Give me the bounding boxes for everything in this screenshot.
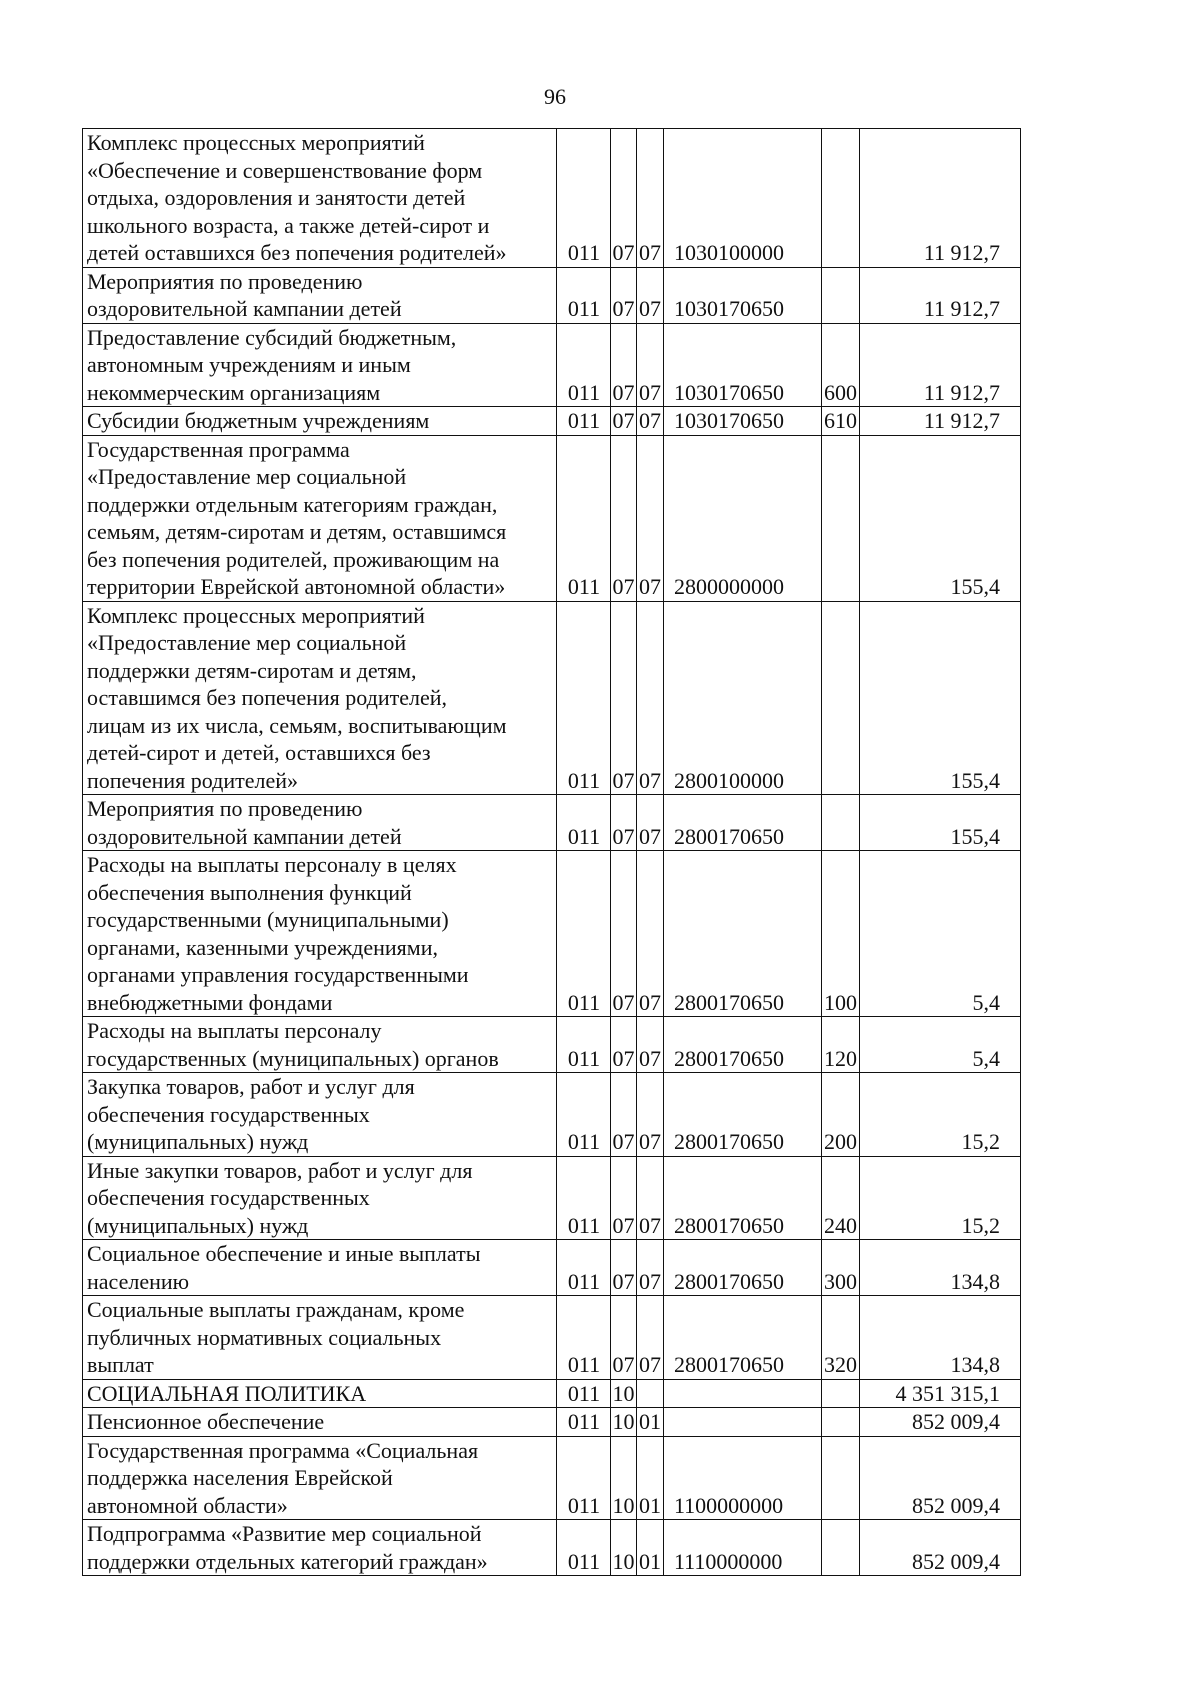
row-section-code: 07 bbox=[611, 1073, 637, 1157]
row-expense-type-code: 300 bbox=[822, 1240, 860, 1296]
row-subsection-code: 01 bbox=[637, 1436, 664, 1520]
row-section-code: 07 bbox=[611, 601, 637, 795]
table-row bbox=[83, 795, 1021, 851]
row-name: Пенсионное обеспечение bbox=[83, 1408, 557, 1437]
row-subsection-code: 07 bbox=[637, 407, 664, 436]
row-subsection-code: 07 bbox=[637, 795, 664, 851]
row-grbs-code: 011 bbox=[557, 851, 611, 1017]
row-section-code: 07 bbox=[611, 851, 637, 1017]
row-subsection-code: 07 bbox=[637, 435, 664, 601]
row-expense-type-code: 100 bbox=[822, 851, 860, 1017]
row-section-code: 07 bbox=[611, 795, 637, 851]
row-expense-type-code bbox=[822, 267, 860, 323]
row-amount: 852 009,4 bbox=[860, 1520, 1021, 1576]
row-amount: 11 912,7 bbox=[860, 323, 1021, 407]
row-name: Государственная программа «Предоставление мер социальной поддержки отдельным категориям граждан, семьям, детям-сиротам и детям, оставшимся без попечения родителей, проживающим на территории Еврейской автономной области» bbox=[83, 435, 557, 601]
row-name: Мероприятия по проведению оздоровительной кампании детей bbox=[83, 267, 557, 323]
row-target-article-code: 2800000000 bbox=[664, 435, 822, 601]
row-expense-type-code: 610 bbox=[822, 407, 860, 436]
row-expense-type-code: 120 bbox=[822, 1017, 860, 1073]
row-section-code: 07 bbox=[611, 1240, 637, 1296]
row-grbs-code: 011 bbox=[557, 795, 611, 851]
row-subsection-code: 01 bbox=[637, 1408, 664, 1437]
row-section-code: 07 bbox=[611, 1156, 637, 1240]
row-grbs-code: 011 bbox=[557, 1520, 611, 1576]
row-amount: 11 912,7 bbox=[860, 129, 1021, 268]
row-subsection-code: 07 bbox=[637, 1156, 664, 1240]
row-section-code: 07 bbox=[611, 267, 637, 323]
row-subsection-code: 07 bbox=[637, 1296, 664, 1380]
row-name: Закупка товаров, работ и услуг для обеспечения государственных (муниципальных) нужд bbox=[83, 1073, 557, 1157]
row-target-article-code: 2800170650 bbox=[664, 1240, 822, 1296]
row-section-code: 07 bbox=[611, 435, 637, 601]
row-expense-type-code: 600 bbox=[822, 323, 860, 407]
row-amount: 5,4 bbox=[860, 851, 1021, 1017]
row-amount: 15,2 bbox=[860, 1156, 1021, 1240]
row-grbs-code: 011 bbox=[557, 1436, 611, 1520]
row-target-article-code: 1100000000 bbox=[664, 1436, 822, 1520]
row-target-article-code: 2800170650 bbox=[664, 1296, 822, 1380]
row-target-article-code: 2800170650 bbox=[664, 1017, 822, 1073]
row-target-article-code: 1030100000 bbox=[664, 129, 822, 268]
row-expense-type-code bbox=[822, 1520, 860, 1576]
budget-table bbox=[82, 128, 1021, 1576]
row-name: Субсидии бюджетным учреждениям bbox=[83, 407, 557, 436]
table-row bbox=[83, 1296, 1021, 1380]
row-target-article-code bbox=[664, 1408, 822, 1437]
row-section-code: 10 bbox=[611, 1520, 637, 1576]
row-grbs-code: 011 bbox=[557, 1379, 611, 1408]
row-amount: 5,4 bbox=[860, 1017, 1021, 1073]
row-grbs-code: 011 bbox=[557, 1017, 611, 1073]
row-expense-type-code: 320 bbox=[822, 1296, 860, 1380]
row-name: Подпрограмма «Развитие мер социальной поддержки отдельных категорий граждан» bbox=[83, 1520, 557, 1576]
row-grbs-code: 011 bbox=[557, 1240, 611, 1296]
row-expense-type-code bbox=[822, 1436, 860, 1520]
table-row bbox=[83, 1240, 1021, 1296]
row-subsection-code: 07 bbox=[637, 267, 664, 323]
row-subsection-code: 07 bbox=[637, 601, 664, 795]
row-subsection-code: 07 bbox=[637, 129, 664, 268]
row-amount: 155,4 bbox=[860, 601, 1021, 795]
table-row bbox=[83, 1073, 1021, 1157]
row-subsection-code bbox=[637, 1379, 664, 1408]
page-number: 96 bbox=[544, 84, 566, 109]
row-amount: 155,4 bbox=[860, 435, 1021, 601]
row-target-article-code: 2800170650 bbox=[664, 1156, 822, 1240]
row-grbs-code: 011 bbox=[557, 323, 611, 407]
table-row bbox=[83, 601, 1021, 795]
row-expense-type-code bbox=[822, 795, 860, 851]
row-amount: 15,2 bbox=[860, 1073, 1021, 1157]
row-section-code: 07 bbox=[611, 129, 637, 268]
row-amount: 4 351 315,1 bbox=[860, 1379, 1021, 1408]
row-name: Иные закупки товаров, работ и услуг для обеспечения государственных (муниципальных) нужд bbox=[83, 1156, 557, 1240]
row-amount: 852 009,4 bbox=[860, 1436, 1021, 1520]
table-row bbox=[83, 1436, 1021, 1520]
row-grbs-code: 011 bbox=[557, 1296, 611, 1380]
row-name: Комплекс процессных мероприятий «Обеспечение и совершенствование форм отдыха, оздоровления и занятости детей школьного возраста, а также детей-сирот и детей оставшихся без попечения родителей» bbox=[83, 129, 557, 268]
table-row bbox=[83, 323, 1021, 407]
row-grbs-code: 011 bbox=[557, 601, 611, 795]
row-target-article-code: 1030170650 bbox=[664, 407, 822, 436]
row-target-article-code: 1030170650 bbox=[664, 323, 822, 407]
row-name: Мероприятия по проведению оздоровительной кампании детей bbox=[83, 795, 557, 851]
row-expense-type-code bbox=[822, 1379, 860, 1408]
row-expense-type-code bbox=[822, 1408, 860, 1437]
row-subsection-code: 07 bbox=[637, 1017, 664, 1073]
row-subsection-code: 07 bbox=[637, 1240, 664, 1296]
row-amount: 155,4 bbox=[860, 795, 1021, 851]
row-grbs-code: 011 bbox=[557, 267, 611, 323]
row-section-code: 07 bbox=[612, 408, 635, 433]
row-amount: 852 009,4 bbox=[860, 1408, 1021, 1437]
row-grbs-code: 011 bbox=[557, 1073, 611, 1157]
table-row bbox=[83, 851, 1021, 1017]
row-section-code: 10 bbox=[611, 1436, 637, 1520]
row-subsection-code: 01 bbox=[637, 1520, 664, 1576]
table-row bbox=[83, 1017, 1021, 1073]
row-expense-type-code bbox=[822, 435, 860, 601]
row-grbs-code: 011 bbox=[557, 1408, 611, 1437]
budget-table-body bbox=[83, 129, 1021, 1576]
row-expense-type-code: 200 bbox=[822, 1073, 860, 1157]
row-expense-type-code: 240 bbox=[822, 1156, 860, 1240]
row-expense-type-code bbox=[822, 601, 860, 795]
row-name: Предоставление субсидий бюджетным, автономным учреждениям и иным некоммерческим организациям bbox=[83, 323, 557, 407]
table-row bbox=[83, 435, 1021, 601]
row-section-code: 07 bbox=[611, 1296, 637, 1380]
row-amount: 134,8 bbox=[860, 1240, 1021, 1296]
row-name: Комплекс процессных мероприятий «Предоставление мер социальной поддержки детям-сиротам и детям, оставшимся без попечения родителей, лицам из их числа, семьям, воспитывающим детей-сирот и детей, оставшихся без попечения родителей» bbox=[83, 601, 557, 795]
row-name: СОЦИАЛЬНАЯ ПОЛИТИКА bbox=[83, 1379, 557, 1408]
row-subsection-code: 07 bbox=[637, 1073, 664, 1157]
row-target-article-code: 2800170650 bbox=[664, 795, 822, 851]
row-amount: 11 912,7 bbox=[860, 407, 1021, 436]
table-row bbox=[83, 267, 1021, 323]
row-name: Государственная программа «Социальная поддержка населения Еврейской автономной области» bbox=[83, 1436, 557, 1520]
table-row bbox=[83, 1408, 1021, 1437]
table-row bbox=[83, 1379, 1021, 1408]
row-section-code: 10 bbox=[612, 1380, 635, 1406]
row-target-article-code bbox=[664, 1379, 822, 1408]
row-amount: 134,8 bbox=[860, 1296, 1021, 1380]
row-subsection-code: 07 bbox=[637, 323, 664, 407]
row-name: Социальные выплаты гражданам, кроме публичных нормативных социальных выплат bbox=[83, 1296, 557, 1380]
row-target-article-code: 1110000000 bbox=[664, 1520, 822, 1576]
row-target-article-code: 2800170650 bbox=[664, 1073, 822, 1157]
row-grbs-code: 011 bbox=[557, 1156, 611, 1240]
table-row bbox=[83, 407, 1021, 436]
row-section-code: 07 bbox=[611, 1017, 637, 1073]
table-row bbox=[83, 1520, 1021, 1576]
row-target-article-code: 2800100000 bbox=[664, 601, 822, 795]
row-section-code: 07 bbox=[611, 323, 637, 407]
row-name: Социальное обеспечение и иные выплаты населению bbox=[83, 1240, 557, 1296]
table-row bbox=[83, 1156, 1021, 1240]
row-grbs-code: 011 bbox=[557, 407, 611, 436]
row-name: Расходы на выплаты персоналу в целях обеспечения выполнения функций государственными (муниципальными) органами, казенными учреждениями, органами управления государственными внебюджетными фондами bbox=[83, 851, 557, 1017]
row-expense-type-code bbox=[822, 129, 860, 268]
row-amount: 11 912,7 bbox=[860, 267, 1021, 323]
row-grbs-code: 011 bbox=[557, 129, 611, 268]
table-row bbox=[83, 129, 1021, 268]
row-target-article-code: 2800170650 bbox=[664, 851, 822, 1017]
row-subsection-code: 07 bbox=[637, 851, 664, 1017]
row-name: Расходы на выплаты персоналу государственных (муниципальных) органов bbox=[83, 1017, 557, 1073]
row-grbs-code: 011 bbox=[557, 435, 611, 601]
row-section-code: 10 bbox=[612, 1409, 635, 1434]
row-target-article-code: 1030170650 bbox=[664, 267, 822, 323]
